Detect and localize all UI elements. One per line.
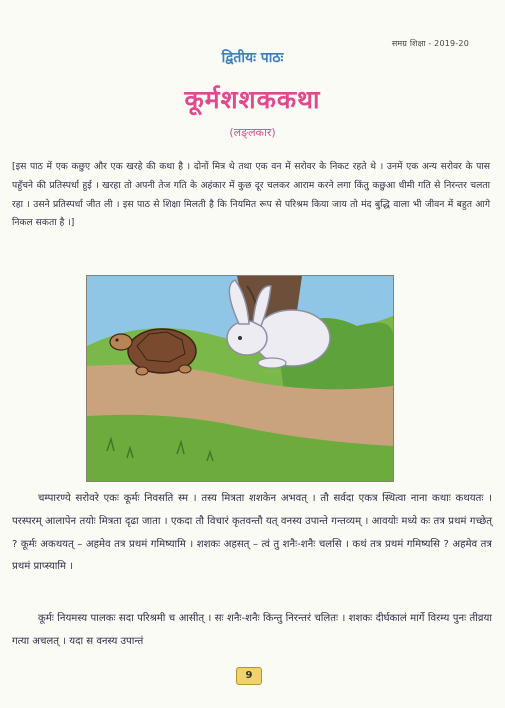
tortoise-hare-illustration: [86, 275, 394, 482]
grammar-topic: (लङ्लकार): [229, 126, 276, 139]
page-number: 9: [236, 667, 262, 685]
story-paragraph-2: कूर्मः नियमस्य पालकः सदा परिश्रमी च आसीत् । सः शनैः-शनैः किन्तु निरन्तरं चलितः । शशकः दीर्घकालं मार्गे विरम्य पुनः तीव्रया गत्या अचलत् । यदा स वनस्य उपान्तं: [12, 613, 493, 647]
page-title: कूर्मशशककथा: [184, 85, 321, 114]
running-head: समग्र शिक्षा - 2019-20: [391, 39, 469, 48]
illustration-svg: [87, 276, 393, 481]
lesson-number: द्वितीयः पाठः: [221, 50, 284, 66]
story-paragraph-1: चम्पारण्ये सरोवरे एकः कूर्मः निवसति स्म । तस्य मित्रता शशकेन अभवत् । तौ सर्वदा एकत्र स्थित्वा नाना कथाः कथयतः । परस्परम् आलापेन तयोः मित्रता दृढा जाता । एकदा तौ विचारं कृतवन्तौ यत् वनस्य उपान्ते गन्तव्यम् । आवयोः मध्ये कः तत्र प्रथमं गच्छेत् ? कूर्मः अकथयत् – अहमेव तत्र प्रथमं गमिष्यामि । शशकः अहसत् – त्वं तु शनैः-शनैः चलसि । कथं तत्र प्रथमं गमिष्यसि ? अहमेव तत्र प्रथमं प्राप्स्यामि ।: [12, 493, 492, 573]
intro-paragraph: [इस पाठ में एक कछुए और एक खरहे की कथा है । दोनों मित्र थे तथा एक वन में सरोवर के निकट रहते थे । उनमें एक अन्य सरोवर के पास पहुँचने की प्रतिस्पर्धा हुई । खरहा तो अपनी तेज गति के अहंकार में कुछ दूर चलकर आराम करने लगा किंतु कछुआ धीमी गति से निरन्तर चलता रहा । उसने प्रतिस्पर्धा जीत ली । इस पाठ से शिक्षा मिलती है कि नियमित रूप से परिश्रम किया जाय तो मंद बुद्धि वाला भी जीवन में बहुत आगे निकल सकता है ।]: [12, 161, 490, 229]
grass-foreground: [87, 434, 227, 481]
